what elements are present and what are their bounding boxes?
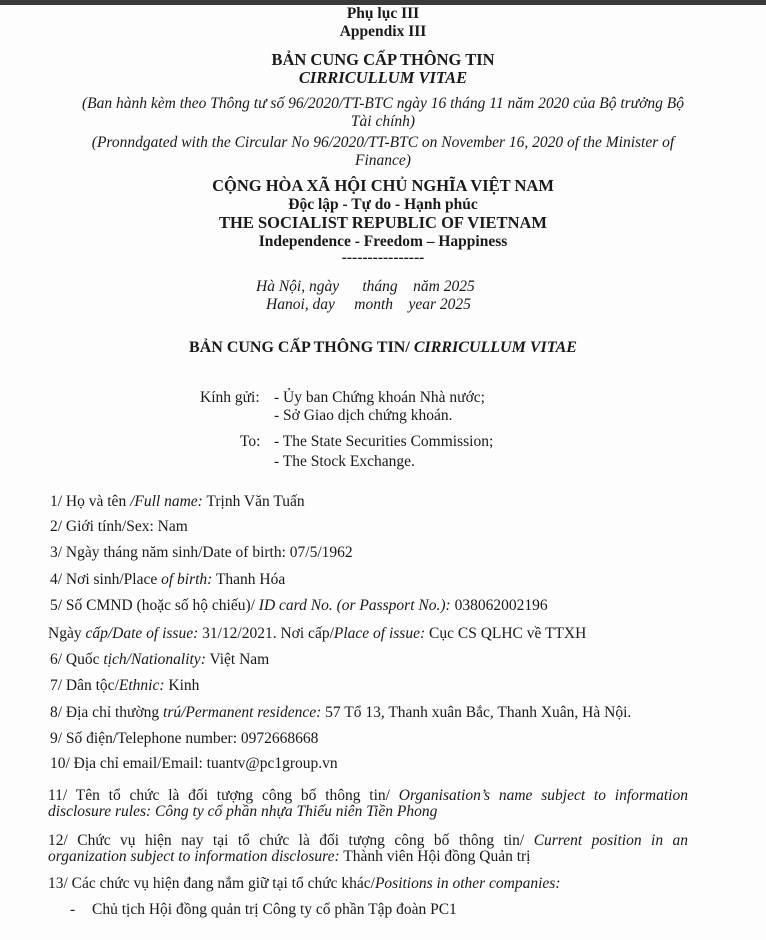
field-2: [50, 518, 188, 536]
field-part: trú/Permanent residence:: [163, 704, 322, 721]
recipient-en-1: - The State Securities Commission;: [274, 433, 494, 450]
field-part: Trịnh Văn Tuấn: [202, 493, 305, 510]
field-part: 038062002196: [450, 597, 548, 614]
recipient-label-vi: Kính gửi:: [200, 389, 260, 406]
field-12-label-en-2: organization subject to information disclosure:: [48, 848, 340, 865]
field-4: [50, 571, 285, 589]
field-9: [50, 704, 631, 722]
title-en: CIRRICULLUM VITAE: [298, 68, 468, 87]
field-part: cấp/Date of issue:: [85, 625, 199, 642]
field-8: [50, 677, 199, 695]
field-11-value: disclosure rules: Công ty cổ phần nhựa Thiếu niên Tiền Phong: [48, 803, 438, 820]
issued-en-1: (Pronndgated with the Circular No 96/2020/TT-BTC on November 16, 2020 of the Minister of: [91, 134, 675, 151]
issued-vi-2: Tài chính): [350, 113, 416, 130]
field-part: Thanh Hóa: [212, 571, 286, 588]
national-name-en: THE SOCIALIST REPUBLIC OF VIETNAM: [219, 213, 547, 232]
field-part: 8/ Địa chỉ thường: [50, 704, 164, 721]
field-part: of birth:: [161, 571, 213, 588]
doc-title: [0, 339, 766, 357]
field-part: Cục CS QLHC về TTXH: [425, 625, 587, 642]
field-part: Kinh: [164, 677, 200, 694]
field-part: 6/ Quốc: [50, 651, 104, 668]
field-13: [48, 875, 561, 893]
doc-title-vi: BẢN CUNG CẤP THÔNG TIN/: [189, 339, 414, 356]
position-bullet: -: [70, 901, 76, 918]
field-11-label-en: Organisation’s name subject to information: [398, 787, 688, 804]
field-part: 4/ Nơi sinh/Place: [50, 571, 162, 588]
field-12-line-2: [48, 848, 530, 866]
field-6: [48, 625, 586, 643]
field-part: 2/ Giới tính/Sex: Nam: [50, 518, 188, 535]
field-part: /Full name:: [130, 493, 203, 510]
field-part: Ngày: [48, 625, 86, 642]
field-part: Ethnic:: [118, 677, 165, 694]
national-name-vi: CỘNG HÒA XÃ HỘI CHỦ NGHĨA VIỆT NAM: [212, 176, 554, 195]
field-part: 10/ Địa chỉ email/Email: tuantv@pc1group.vn: [50, 755, 338, 772]
appendix-vi: Phụ lục III: [346, 5, 420, 22]
divider: ----------------: [341, 249, 425, 266]
recipient-vi-2: - Sở Giao dịch chứng khoán.: [274, 407, 453, 424]
field-part: ID card No. (or Passport No.):: [258, 597, 451, 614]
field-13-label-en: Positions in other companies:: [374, 875, 561, 892]
title-vi: BẢN CUNG CẤP THÔNG TIN: [271, 50, 495, 69]
field-part: 9/ Số điện/Telephone number: 0972668668: [50, 730, 319, 747]
field-3: [50, 544, 353, 562]
field-part: 3/ Ngày tháng năm sinh/Date of birth: 07/5/1962: [50, 544, 353, 561]
field-part: 31/12/2021. Nơi cấp/: [198, 625, 334, 642]
field-11: [50, 755, 338, 773]
field-12-label-en: Current position in an: [533, 832, 689, 849]
field-part: Việt Nam: [205, 651, 270, 668]
date-en: Hanoi, day month year 2025: [266, 296, 471, 313]
date-vi: Hà Nội, ngày tháng năm 2025: [256, 278, 475, 295]
appendix-en: Appendix III: [339, 23, 427, 40]
recipient-label-en: To:: [240, 433, 261, 450]
field-part: Place of issue:: [333, 625, 426, 642]
issued-en-2: Finance): [355, 152, 411, 169]
field-7: [50, 651, 269, 669]
field-12-value: Thành viên Hội đồng Quản trị: [339, 848, 531, 865]
national-motto-en: Independence - Freedom – Happiness: [258, 233, 508, 250]
position-item: Chủ tịch Hội đồng quản trị Công ty cổ phần Tập đoàn PC1: [92, 901, 457, 918]
field-part: 5/ Số CMND (hoặc số hộ chiếu)/: [50, 597, 259, 614]
doc-title-en: CIRRICULLUM VITAE: [413, 339, 577, 356]
field-10: [50, 730, 318, 748]
national-motto-vi: Độc lập - Tự do - Hạnh phúc: [288, 196, 478, 213]
field-part: 57 Tổ 13, Thanh xuân Bắc, Thanh Xuân, Hà Nội.: [321, 704, 632, 721]
field-part: 1/ Họ và tên: [50, 493, 131, 510]
field-part: tịch/Nationality:: [103, 651, 206, 668]
field-5: [50, 597, 548, 615]
field-11-label: 11/ Tên tổ chức là đối tượng công bố thông tin/: [48, 787, 399, 804]
issued-vi-1: (Ban hành kèm theo Thông tư số 96/2020/TT-BTC ngày 16 tháng 11 năm 2020 của Bộ trưởng Bộ: [82, 95, 684, 112]
field-1: [50, 493, 305, 511]
field-12-label: 12/ Chức vụ hiện nay tại tổ chức là đối tượng công bố thông tin/: [48, 832, 534, 849]
field-13-label: 13/ Các chức vụ hiện đang nắm giữ tại tổ chức khác/: [48, 875, 375, 892]
field-part: 7/ Dân tộc/: [50, 677, 119, 694]
recipient-vi-1: - Ủy ban Chứng khoán Nhà nước;: [274, 389, 485, 406]
recipient-en-2: - The Stock Exchange.: [274, 453, 415, 470]
